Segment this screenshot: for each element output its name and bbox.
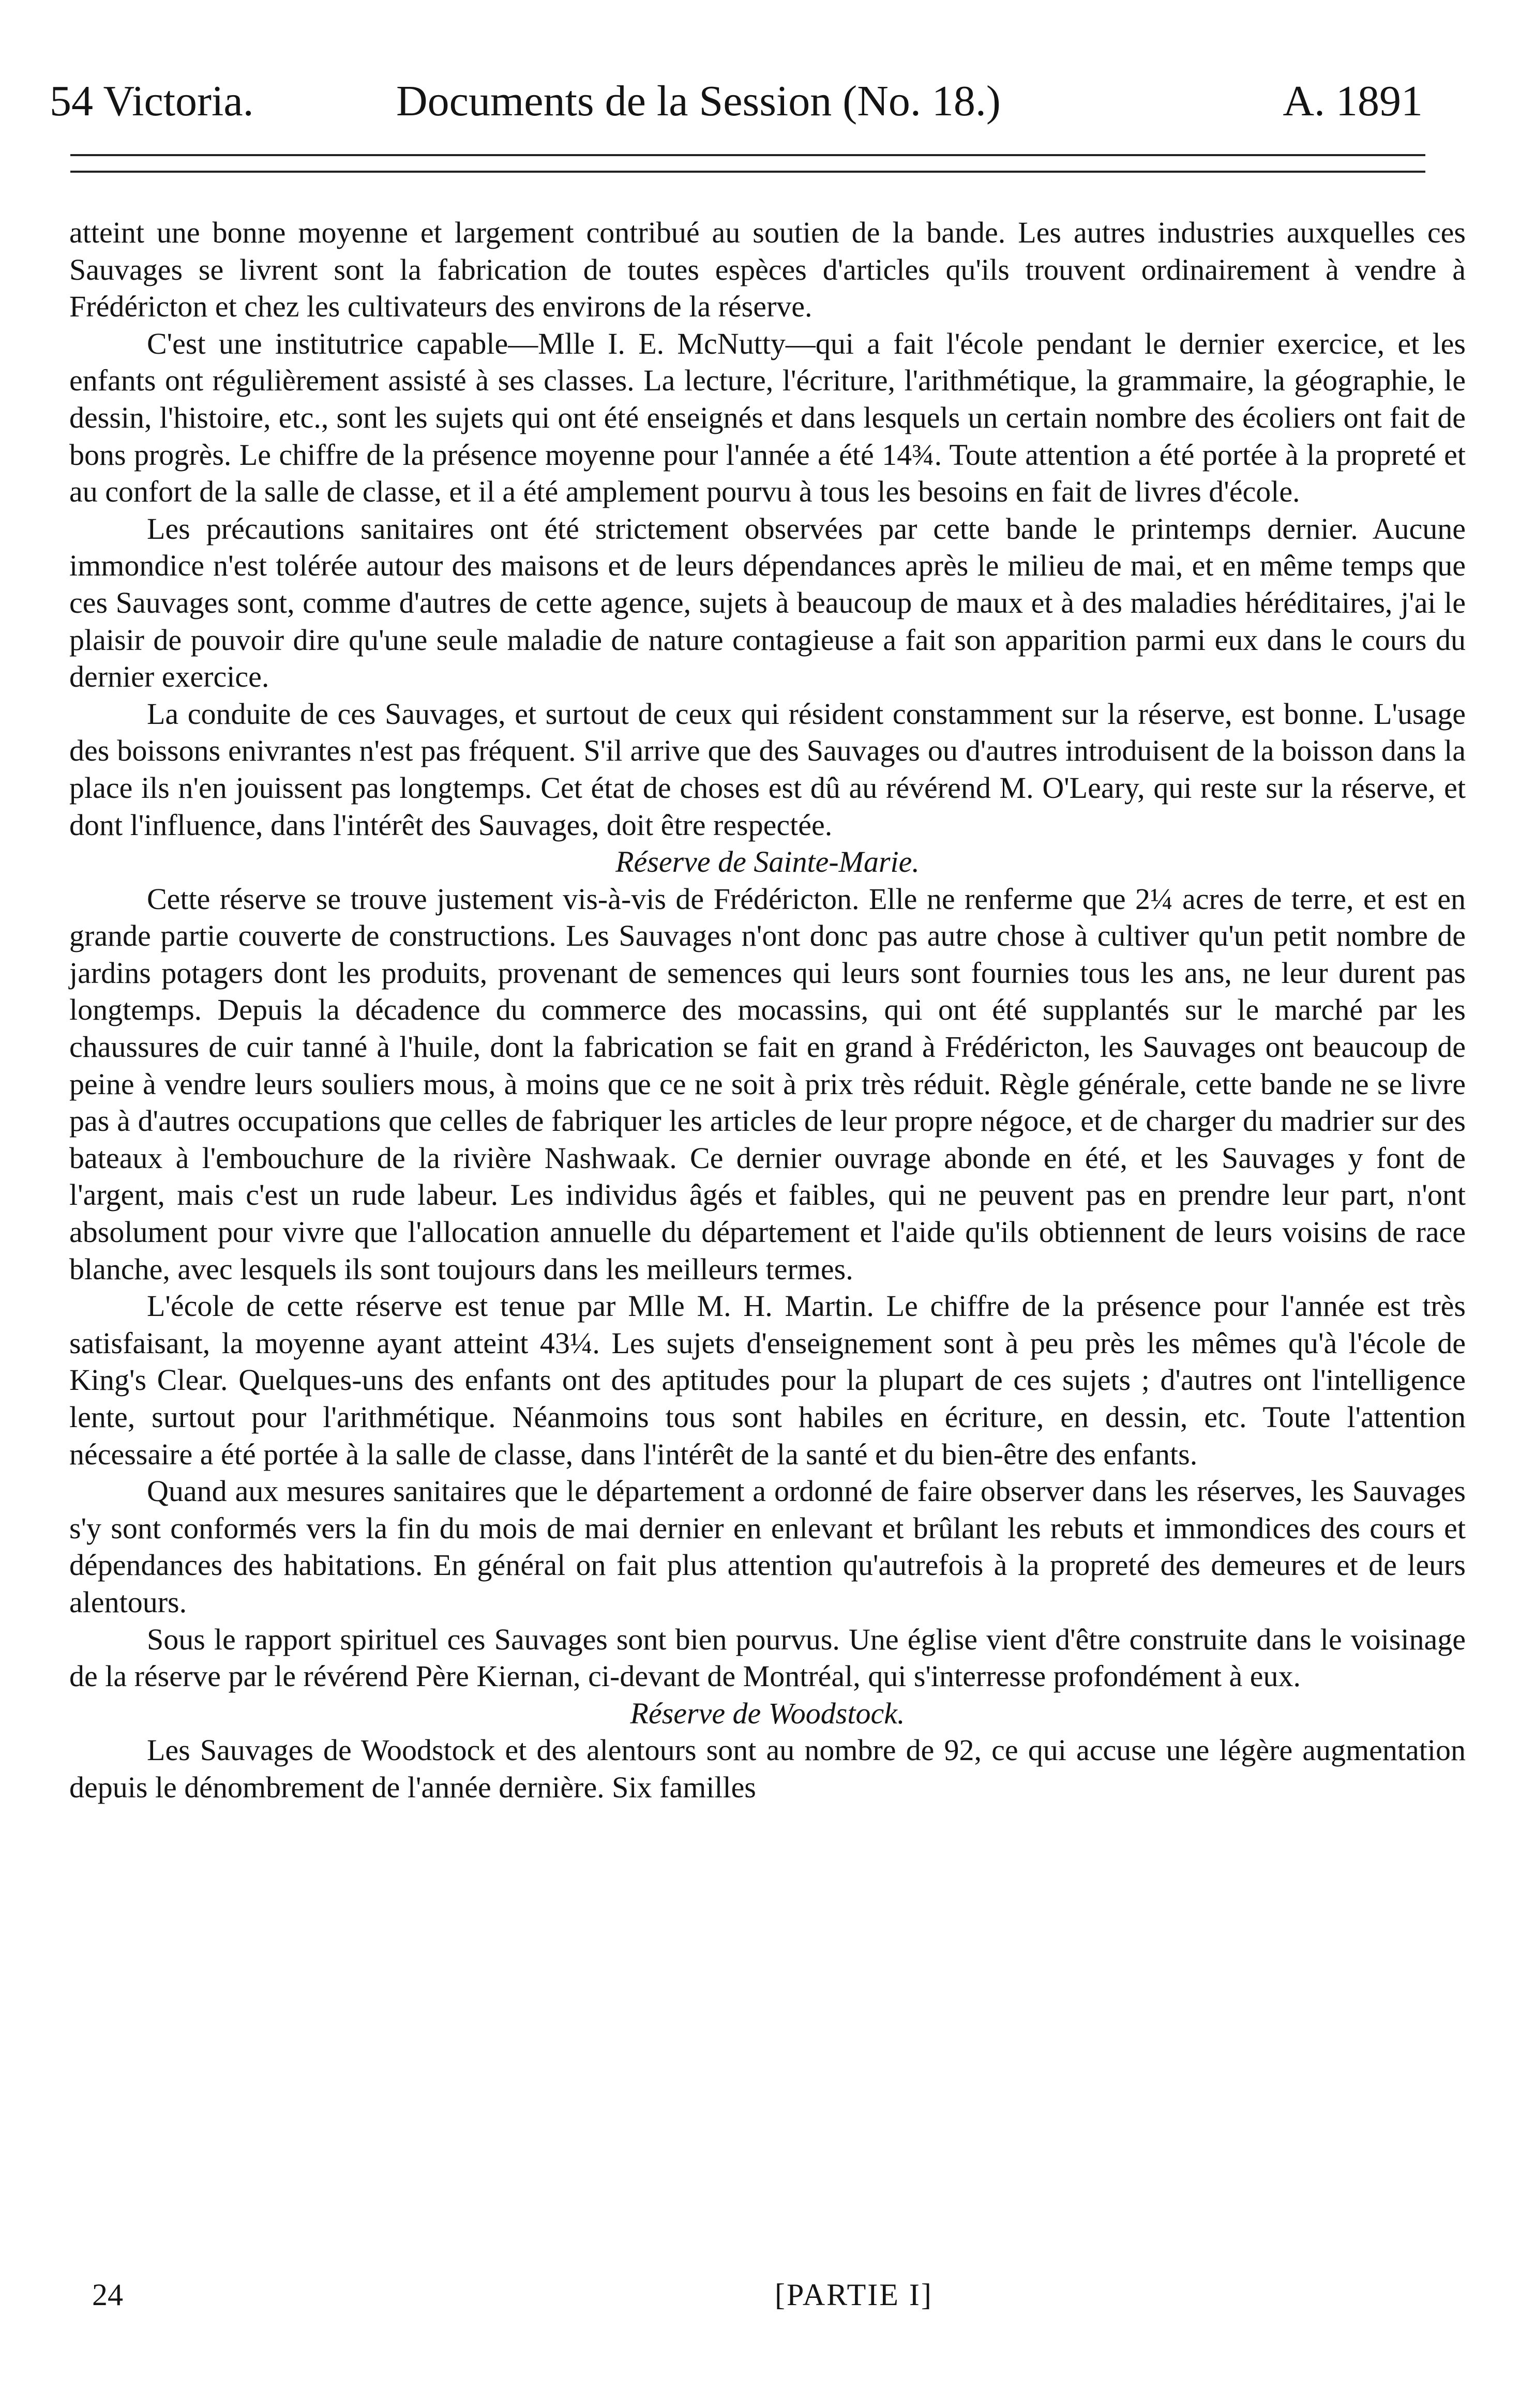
paragraph-continuation: atteint une bonne moyenne et largement contribué au soutien de la bande. Les autres industries auxquelles ces Sauvages se livrent sont la fabrication de toutes espèces d'articles qu'ils trouvent ordinairement à vendre à Frédéricton et chez les cultivateurs des environs de la réserve. <box>69 216 1466 324</box>
paragraph-sainte-marie-spiritual: Sous le rapport spirituel ces Sauvages sont bien pourvus. Une église vient d'être construite dans le voisinage de la réserve par le révérend Père Kiernan, ci-devant de Montréal, qui s'interresse profondément à eux. <box>69 1622 1466 1693</box>
running-header <box>50 75 1423 127</box>
section-heading-woodstock: Réserve de Woodstock. <box>630 1696 905 1730</box>
header-volume: 54 Victoria. <box>50 77 254 125</box>
paragraph-sainte-marie-sanitary: Quand aux mesures sanitaires que le département a ordonné de faire observer dans les réserves, les Sauvages s'y sont conformés vers la fin du mois de mai dernier en enlevant et brûlant les rebuts et immondices des cours et dépendances des habitations. En général on fait plus attention qu'autrefois à la propreté des demeures et de leurs alentours. <box>69 1474 1466 1619</box>
paragraph-conduct: La conduite de ces Sauvages, et surtout de ceux qui résident constamment sur la réserve, est bonne. L'usage des boissons enivrantes n'est pas fréquent. S'il arrive que des Sauvages ou d'autres introduisent de la boisson dans la place ils n'en jouissent pas longtemps. Cet état de choses est dû au révérend M. O'Leary, qui reste sur la réserve, et dont l'influence, dans l'intérêt des Sauvages, doit être respectée. <box>69 696 1466 842</box>
section-heading-sainte-marie: Réserve de Sainte-Marie. <box>615 845 920 879</box>
page-footer <box>92 2274 1447 2315</box>
header-rule-bottom <box>70 171 1425 173</box>
paragraph-woodstock: Les Sauvages de Woodstock et des alentours sont au nombre de 92, ce qui accuse une légère augmentation depuis le dénombrement de l'année dernière. Six familles <box>69 1733 1466 1804</box>
page-number: 24 <box>92 2278 123 2312</box>
paragraph-sanitary: Les précautions sanitaires ont été strictement observées par cette bande le printemps dernier. Aucune immondice n'est tolérée autour des maisons et de leurs dépendances après le milieu de mai, et en même temps que ces Sauvages sont, comme d'autres de cette agence, sujets à beaucoup de maux et à des maladies héréditaires, j'ai le plaisir de pouvoir dire qu'une seule maladie de nature contagieuse a fait son apparition parmi eux dans le cours du dernier exercice. <box>69 511 1466 694</box>
body-text <box>69 214 1466 1806</box>
paragraph-sainte-marie-reserve: Cette réserve se trouve justement vis-à-vis de Frédéricton. Elle ne renferme que 2¼ acres de terre, et est en grande partie couverte de constructions. Les Sauvages n'ont donc pas autre chose à cultiver qu'un petit nombre de jardins potagers dont les produits, provenant de semences qui leurs sont fournies tous les ans, ne leur durent pas longtemps. Depuis la décadence du commerce des mocassins, qui ont été supplantés sur le marché par les chaussures de cuir tanné à l'huile, dont la fabrication se fait en grand à Frédéricton, les Sauvages ont beaucoup de peine à vendre leurs souliers mous, à moins que ce ne soit à prix très réduit. Règle générale, cette bande ne se livre pas à d'autres occupations que celles de fabriquer les articles de leur propre négoce, et de charger du madrier sur des bateaux à l'embouchure de la rivière Nashwaak. Ce dernier ouvrage abonde en été, et les Sauvages y font de l'argent, mais c'est un rude labeur. Les individus âgés et faibles, qui ne peuvent pas en prendre leur part, n'ont absolument pour vivre que l'allocation annuelle du département et l'aide qu'ils obtiennent de leurs voisins de race blanche, avec lesquels ils sont toujours dans les meilleurs termes. <box>69 882 1466 1286</box>
header-title: Documents de la Session (No. 18.) <box>396 77 1001 125</box>
header-rule-top <box>70 154 1425 156</box>
part-label: [PARTIE I] <box>775 2278 933 2312</box>
paragraph-school: C'est une institutrice capable—Mlle I. E. McNutty—qui a fait l'école pendant le dernier exercice, et les enfants ont régulièrement assisté à ses classes. La lecture, l'écriture, l'arithmétique, la grammaire, la géographie, le dessin, l'histoire, etc., sont les sujets qui ont été enseignés et dans lesquels un certain nombre des écoliers ont fait de bons progrès. Le chiffre de la présence moyenne pour l'année a été 14¾. Toute attention a été portée à la propreté et au confort de la salle de classe, et il a été amplement pourvu à tous les besoins en fait de livres d'école. <box>69 326 1466 509</box>
header-year: A. 1891 <box>1283 77 1423 125</box>
paragraph-sainte-marie-school: L'école de cette réserve est tenue par Mlle M. H. Martin. Le chiffre de la présence pour l'année est très satisfaisant, la moyenne ayant atteint 43¼. Les sujets d'enseignement sont à peu près les mêmes qu'à l'école de King's Clear. Quelques-uns des enfants ont des aptitudes pour la plupart de ces sujets ; d'autres ont l'intelligence lente, surtout pour l'arithmétique. Néanmoins tous sont habiles en écriture, en dessin, etc. Toute l'attention nécessaire a été portée à la salle de classe, dans l'intérêt de la santé et du bien-être des enfants. <box>69 1289 1466 1471</box>
